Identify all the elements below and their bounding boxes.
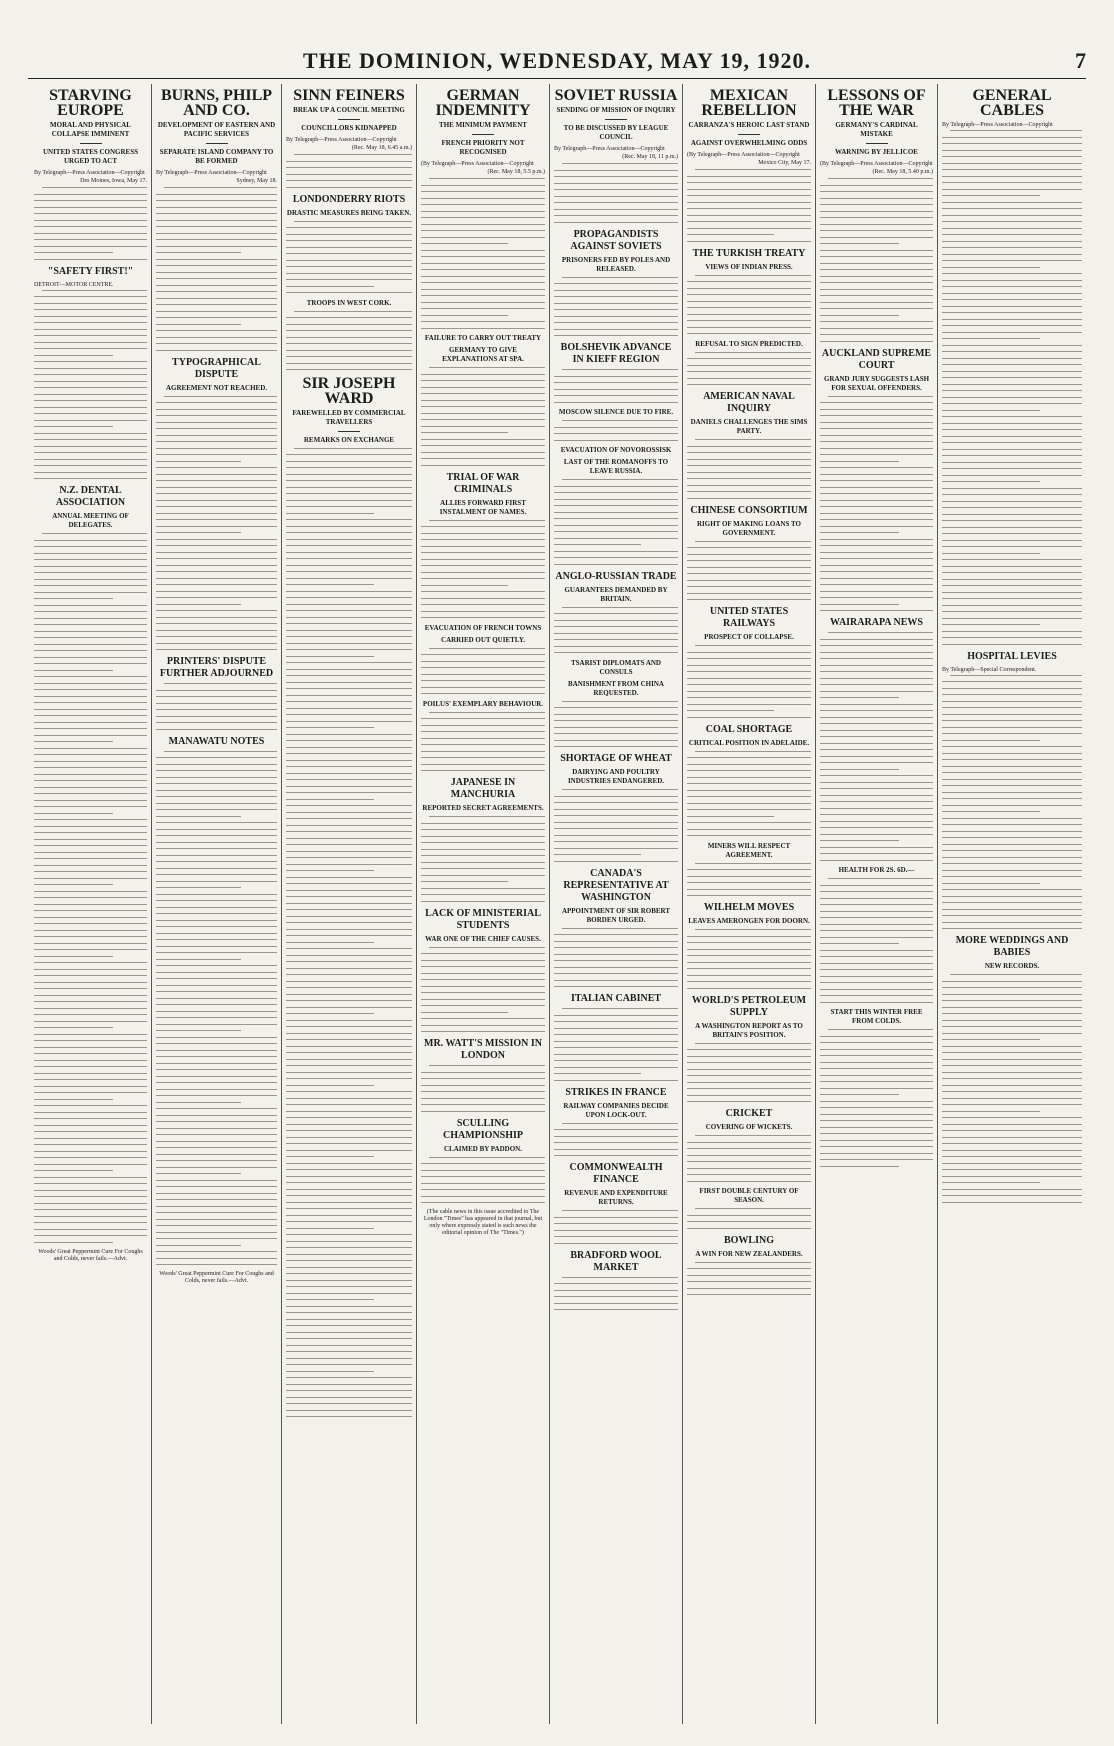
article-body-text — [156, 751, 277, 1266]
column-6 — [683, 84, 816, 1724]
section-heading: CRICKET — [725, 1108, 773, 1119]
section-heading: MR. WATT'S MISSION IN LONDON — [424, 1038, 542, 1061]
article-body-text — [421, 367, 545, 466]
wire-credit: By Telegraph—Press Association—Copyright — [156, 170, 267, 176]
article-body-text — [554, 701, 678, 748]
article-body-text — [687, 1208, 811, 1229]
headline: GENERAL CABLES — [972, 87, 1052, 119]
headline-divider — [738, 134, 760, 135]
article-body-text — [554, 479, 678, 565]
section-heading: AUCKLAND SUPREME COURT — [821, 347, 932, 371]
dateline: Sydney, May 18. — [236, 178, 277, 184]
article-body-text — [421, 1065, 545, 1112]
dateline: (Rec. May 18, 5.40 p.m.) — [872, 169, 933, 175]
article-body-text — [687, 929, 811, 989]
section-heading: HOSPITAL LEVIES — [967, 650, 1057, 662]
section-heading: ANGLO-RUSSIAN TRADE — [555, 570, 677, 582]
subheadline: NEW RECORDS. — [984, 962, 1040, 970]
subheadline: REVENUE AND EXPENDITURE RETURNS. — [564, 1189, 668, 1206]
article-body-text — [286, 448, 412, 1418]
column-5 — [550, 84, 683, 1724]
article-body-text — [554, 420, 678, 441]
subheadline: TO BE DISCUSSED BY LEAGUE COUNCIL — [563, 124, 669, 141]
article-body-text — [687, 169, 811, 242]
section-heading: MANAWATU NOTES — [168, 735, 265, 747]
section-heading: UNITED STATES RAILWAYS — [709, 606, 789, 629]
section-heading: STRIKES IN FRANCE — [565, 1086, 667, 1098]
subheadline: START THIS WINTER FREE FROM COLDS. — [830, 1008, 923, 1025]
subheadline: BANISHMENT FROM CHINA REQUESTED. — [568, 679, 664, 697]
wire-credit: By Telegraph—Special Correspondent. — [942, 666, 1037, 673]
section-heading: TRIAL OF WAR CRIMINALS — [446, 471, 520, 495]
article-body-text — [286, 311, 412, 371]
headline: SIR JOSEPH WARD — [302, 374, 396, 407]
article-body-text — [554, 1123, 678, 1157]
subheadline: AGREEMENT NOT REACHED. — [165, 383, 268, 392]
article-body-text — [687, 275, 811, 335]
masthead-rule — [28, 78, 1086, 79]
dateline: (Rec. May 18, 11 p.m.) — [622, 154, 678, 160]
section-heading: CANADA'S REPRESENTATIVE AT WASHINGTON — [563, 867, 669, 903]
article-body-text — [687, 1135, 811, 1182]
subheadline: FAREWELLED BY COMMERCIAL TRAVELLERS — [292, 408, 406, 426]
subheadline: TROOPS IN WEST CORK. — [306, 298, 392, 307]
article-body-text — [421, 1157, 545, 1204]
subheadline: DANIELS CHALLENGES THE SIMS PARTY. — [690, 418, 808, 435]
column-8 — [938, 84, 1086, 1724]
article-body-text — [554, 163, 678, 223]
headline-divider — [338, 431, 360, 432]
subheadline: LAST OF THE ROMANOFFS TO LEAVE RUSSIA. — [563, 458, 669, 475]
article-body-text — [942, 675, 1082, 930]
article-body-text — [554, 1210, 678, 1244]
wire-credit: (By Telegraph—Press Association—Copyright — [687, 152, 800, 158]
subheadline: PRISONERS FED BY POLES AND RELEASED. — [561, 255, 671, 273]
article-body-text — [34, 533, 147, 1243]
headline: SOVIET RUSSIA — [554, 87, 678, 104]
article-body-text — [554, 607, 678, 654]
article-body-text — [820, 1029, 933, 1167]
article-body-text — [34, 290, 147, 480]
section-heading: SHORTAGE OF WHEAT — [560, 753, 672, 764]
section-heading: PROPAGANDISTS AGAINST SOVIETS — [570, 228, 662, 252]
headline-divider — [472, 134, 494, 135]
subheadline: FIRST DOUBLE CENTURY OF SEASON. — [699, 1187, 799, 1204]
article-body-text — [554, 1008, 678, 1081]
subheadline: FAILURE TO CARRY OUT TREATY — [424, 334, 542, 342]
subheadline: REPORTED SECRET AGREEMENTS. — [422, 804, 544, 812]
article-body-text — [942, 130, 1082, 645]
subheadline: SEPARATE ISLAND COMPANY TO BE FORMED — [159, 148, 274, 165]
section-heading: CHINESE CONSORTIUM — [690, 504, 808, 516]
subheadline: AGAINST OVERWHELMING ODDS — [690, 139, 808, 147]
section-heading: N.Z. DENTAL ASSOCIATION — [55, 485, 126, 508]
advertisement: Woods' Great Peppermint Cure For Coughs and Colds, never fails.—Advt. — [38, 1248, 143, 1262]
section-heading: JAPANESE IN MANCHURIA — [450, 777, 516, 800]
article-body-text — [421, 648, 545, 695]
column-1 — [30, 84, 152, 1724]
section-heading: COMMONWEALTH FINANCE — [569, 1162, 663, 1185]
article-body-text — [34, 187, 147, 260]
advertisement: (The cable news in this issue accredited to The London "Times" has appeared in that journal, but only where expressly stated is such news the editorial opinion of The "Times.") — [423, 1209, 543, 1236]
headline-divider — [80, 143, 102, 144]
section-heading: SCULLING CHAMPIONSHIP — [443, 1117, 523, 1141]
subheadline: DEVELOPMENT OF EASTERN AND PACIFIC SERVICES — [157, 121, 276, 138]
column-2 — [152, 84, 282, 1724]
headline: LESSONS OF THE WAR — [827, 87, 926, 119]
article-body-text — [687, 352, 811, 386]
subheadline: COVERING OF WICKETS. — [705, 1123, 793, 1131]
article-body-text — [687, 439, 811, 499]
advertisement: Woods' Great Peppermint Cure For Coughs and Colds, never fails.—Advt. — [159, 1271, 274, 1284]
wire-credit: By Telegraph—Press Association—Copyright — [286, 137, 397, 143]
article-body-text — [687, 1043, 811, 1103]
subheadline: RAILWAY COMPANIES DECIDE UPON LOCK-OUT. — [563, 1101, 669, 1119]
subheadline: ALLIES FORWARD FIRST INSTALMENT OF NAMES. — [439, 498, 527, 516]
article-body-text — [687, 645, 811, 718]
subheadline: THE MINIMUM PAYMENT — [439, 121, 527, 129]
section-heading: WAIRARAPA NEWS — [830, 617, 923, 628]
subheadline: TSARIST DIPLOMATS AND CONSULS — [571, 658, 661, 676]
article-body-text — [687, 863, 811, 897]
subheadline: UNITED STATES CONGRESS URGED TO ACT — [42, 148, 139, 165]
article-body-text — [156, 683, 277, 730]
article-body-text — [942, 974, 1082, 1203]
subheadline: PROSPECT OF COLLAPSE. — [704, 633, 794, 641]
article-body-text — [687, 1262, 811, 1296]
article-body-text — [286, 221, 412, 294]
subheadline: GUARANTEES DEMANDED BY BRITAIN. — [564, 585, 668, 603]
dateline: Mexico City, May 17. — [758, 160, 811, 166]
dateline: Des Moines, Iowa, May 17. — [80, 178, 147, 184]
subheadline: BREAK UP A COUNCIL MEETING — [293, 106, 405, 114]
subheadline: CARRIED OUT QUIETLY. — [441, 635, 525, 644]
column-4 — [417, 84, 550, 1724]
dateline: (Rec. May 18, 6.45 a.m.) — [351, 145, 412, 151]
headline-divider — [866, 143, 888, 144]
subheadline: ANNUAL MEETING OF DELEGATES. — [52, 512, 129, 529]
subheadline: VIEWS OF INDIAN PRESS. — [705, 262, 793, 271]
headline-divider — [338, 119, 360, 120]
wire-credit: By Telegraph—Press Association—Copyright — [942, 122, 1053, 128]
article-body-text — [820, 178, 933, 342]
headline: GERMAN INDEMNITY — [435, 87, 531, 119]
subheadline: CARRANZA'S HEROIC LAST STAND — [688, 121, 810, 129]
article-body-text — [687, 541, 811, 601]
headline: STARVING EUROPE — [49, 87, 132, 119]
section-heading: BOLSHEVIK ADVANCE IN KIEFF REGION — [560, 342, 672, 365]
article-body-text — [421, 816, 545, 902]
wire-credit: DETROIT—MOTOR CENTRE. — [34, 281, 114, 288]
article-body-text — [421, 178, 545, 329]
wire-credit: (By Telegraph—Press Association—Copyright — [421, 161, 534, 167]
section-heading: WILHELM MOVES — [703, 902, 795, 913]
article-body-text — [421, 947, 545, 1033]
headline-divider — [605, 119, 627, 120]
headline: MEXICAN REBELLION — [701, 87, 797, 119]
columns — [30, 84, 1086, 1724]
section-heading: LONDONDERRY RIOTS — [292, 193, 406, 205]
section-heading: BRADFORD WOOL MARKET — [570, 1249, 662, 1273]
article-body-text — [421, 520, 545, 619]
subheadline: DAIRYING AND POULTRY INDUSTRIES ENDANGERED. — [567, 768, 665, 785]
subheadline: EVACUATION OF NOVOROSSISK — [560, 446, 672, 454]
subheadline: MINERS WILL RESPECT AGREEMENT. — [707, 841, 791, 859]
subheadline: DRASTIC MEASURES BEING TAKEN. — [286, 208, 412, 217]
subheadline: CLAIMED BY PADDON. — [444, 1144, 522, 1153]
subheadline: CRITICAL POSITION IN ADELAIDE. — [688, 738, 810, 747]
article-body-text — [820, 396, 933, 612]
section-heading: MORE WEDDINGS AND BABIES — [955, 935, 1069, 958]
section-heading: BOWLING — [723, 1234, 774, 1246]
section-heading: "SAFETY FIRST!" — [47, 265, 134, 277]
subheadline: A WASHINGTON REPORT AS TO BRITAIN'S POSITION. — [695, 1021, 803, 1039]
column-7 — [816, 84, 938, 1724]
article-body-text — [286, 154, 412, 188]
subheadline: WAR ONE OF THE CHIEF CAUSES. — [425, 934, 541, 943]
subheadline: POILUS' EXEMPLARY BEHAVIOUR. — [422, 699, 544, 708]
section-heading: THE TURKISH TREATY — [692, 247, 806, 259]
article-body-text — [554, 789, 678, 862]
article-body-text — [554, 928, 678, 988]
page-number: 7 — [1075, 48, 1086, 73]
wire-credit: By Telegraph—Press Association—Copyright — [554, 146, 665, 152]
subheadline: RIGHT OF MAKING LOANS TO GOVERNMENT. — [697, 519, 801, 537]
article-body-text — [421, 712, 545, 772]
headline-divider — [206, 143, 228, 144]
article-body-text — [554, 1277, 678, 1311]
article-body-text — [554, 277, 678, 337]
subheadline: SENDING OF MISSION OF INQUIRY — [556, 106, 676, 114]
section-heading: TYPOGRAPHICAL DISPUTE — [172, 356, 261, 380]
article-body-text — [820, 632, 933, 861]
subheadline: EVACUATION OF FRENCH TOWNS — [424, 623, 542, 632]
section-heading: AMERICAN NAVAL INQUIRY — [703, 391, 795, 414]
subheadline: A WIN FOR NEW ZEALANDERS. — [695, 1249, 803, 1258]
subheadline: GERMANY'S CARDINAL MISTAKE — [835, 121, 918, 138]
subheadline: MOSCOW SILENCE DUE TO FIRE. — [558, 408, 674, 416]
article-body-text — [156, 187, 277, 351]
subheadline: MORAL AND PHYSICAL COLLAPSE IMMINENT — [50, 121, 131, 138]
section-heading: COAL SHORTAGE — [705, 723, 793, 735]
dateline: (Rec. May 18, 5.5 p.m.) — [487, 169, 545, 175]
article-body-text — [554, 369, 678, 403]
subheadline: WARNING BY JELLICOE — [835, 148, 918, 156]
subheadline: FRENCH PRIORITY NOT RECOGNISED — [441, 139, 525, 156]
subheadline: HEALTH FOR 2S. 6D.— — [838, 866, 915, 874]
subheadline: GERMANY TO GIVE EXPLANATIONS AT SPA. — [442, 346, 524, 363]
section-heading: PRINTERS' DISPUTE FURTHER ADJOURNED — [159, 656, 274, 679]
article-body-text — [687, 751, 811, 837]
subheadline: GRAND JURY SUGGESTS LASH FOR SEXUAL OFFENDERS. — [823, 374, 930, 392]
column-3 — [282, 84, 417, 1724]
wire-credit: (By Telegraph—Press Association—Copyright — [820, 161, 933, 167]
article-body-text — [156, 396, 277, 651]
subheadline: REFUSAL TO SIGN PREDICTED. — [695, 339, 803, 348]
headline: BURNS, PHILP AND CO. — [160, 87, 273, 119]
section-heading: WORLD'S PETROLEUM SUPPLY — [691, 994, 807, 1018]
section-heading: ITALIAN CABINET — [570, 993, 662, 1004]
subheadline: APPOINTMENT OF SIR ROBERT BORDEN URGED. — [561, 906, 671, 924]
section-heading: LACK OF MINISTERIAL STUDENTS — [425, 907, 541, 931]
wire-credit: By Telegraph—Press Association—Copyright — [34, 170, 145, 176]
newspaper-title: THE DOMINION, WEDNESDAY, MAY 19, 1920. — [302, 48, 812, 73]
subheadline: COUNCILLORS KIDNAPPED — [301, 124, 397, 132]
subheadline: REMARKS ON EXCHANGE — [303, 435, 395, 444]
masthead — [0, 48, 1114, 78]
article-body-text — [820, 878, 933, 1003]
subheadline: LEAVES AMERONGEN FOR DOORN. — [688, 917, 810, 925]
headline: SINN FEINERS — [293, 87, 405, 104]
